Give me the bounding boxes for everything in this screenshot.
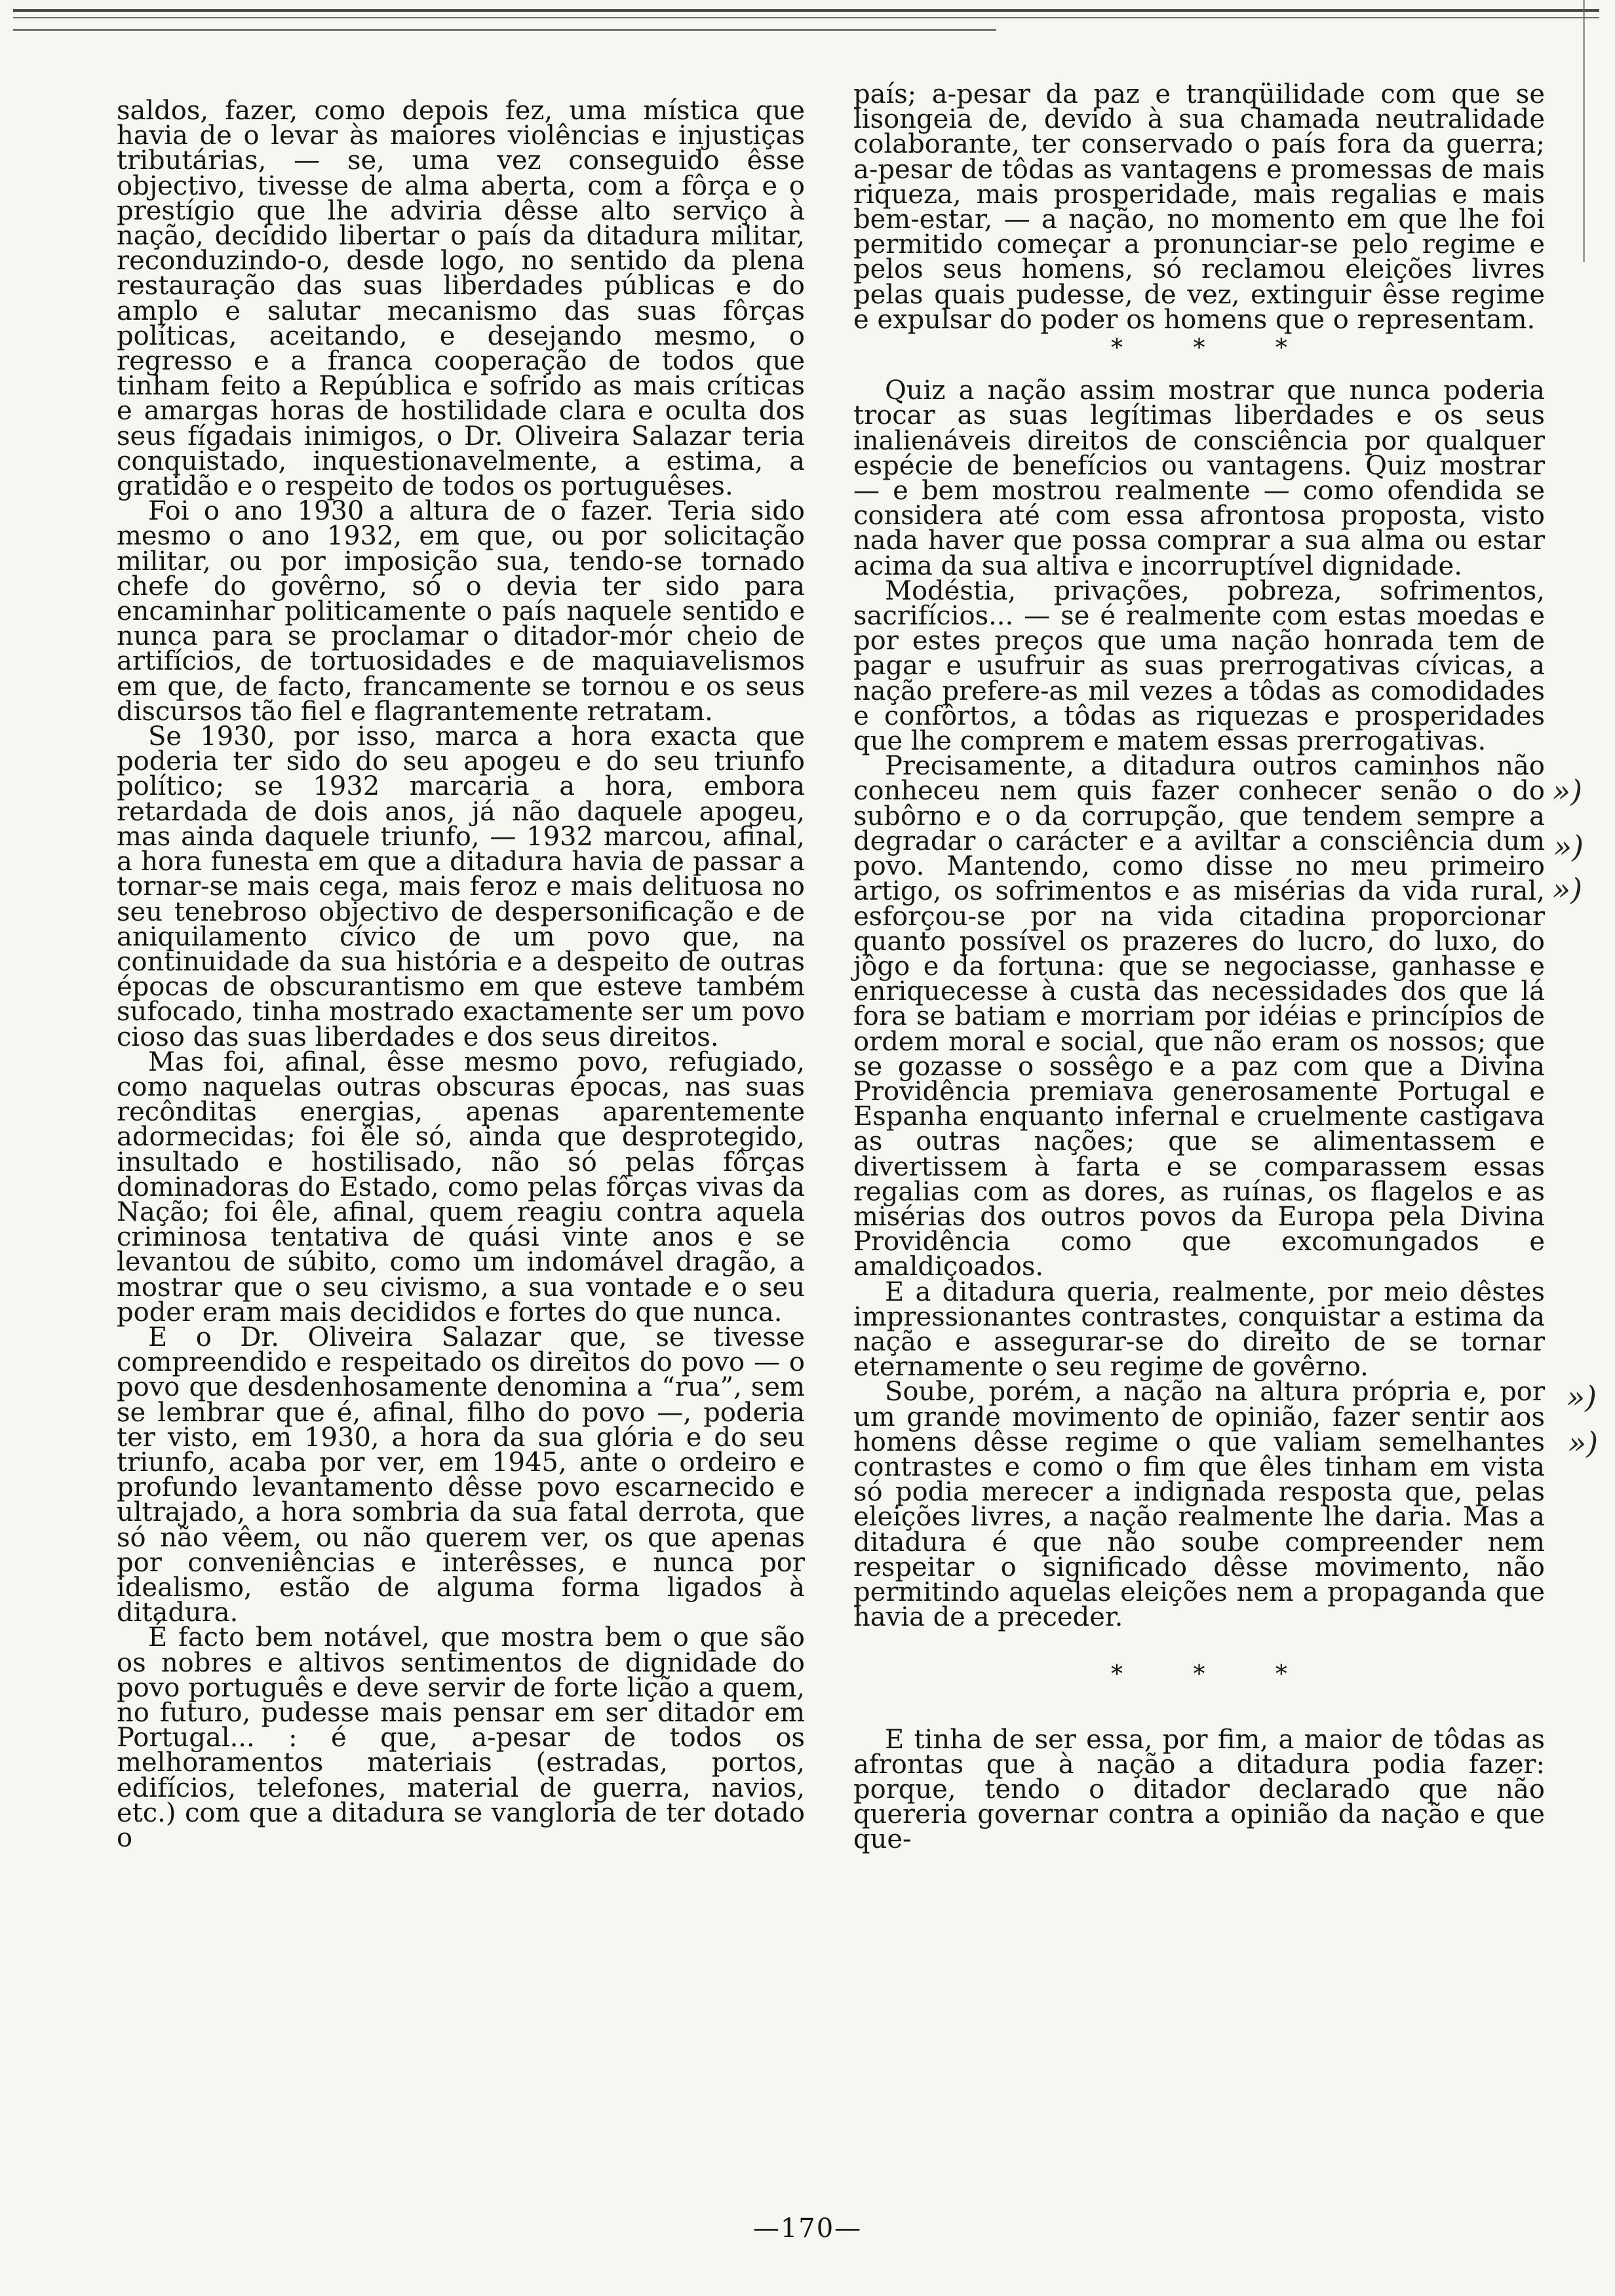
right-column xyxy=(853,79,1545,1855)
page-number: —170— xyxy=(752,2213,863,2244)
top-rule-secondary xyxy=(13,29,996,31)
section-separator: * * * xyxy=(1111,1661,1319,1689)
margin-annotation-mark: ») xyxy=(1552,773,1583,809)
paragraph: Se 1930, por isso, marca a hora exacta que poderia ter sido do seu apogeu e do seu triunfo político; se 1932 marcaria a hora, embora retardada de dois anos, já não daquele apogeu, mas ainda daquele triunfo, — 1932 marcou, afinal, a hora funesta em que a ditadura havia de passar a tornar-se mais cega, mais feroz e mais delituosa no seu tenebroso objectivo de despersonificação e de aniquilamento cívico de um povo que, na continuidade da sua história e a despeito de outras épocas de obscurantismo em que esteve também sufocado, tinha mostrado exactamente ser um povo cioso das suas liberdades e dos seus direitos. xyxy=(117,721,805,1052)
page-edge-mark xyxy=(1583,0,1585,262)
paragraph: Modéstia, privações, pobreza, sofrimentos, sacrifícios... — se é realmente com estas moedas e por estes preços que uma nação honrada tem de pagar e usufruir as suas prerrogativas cívicas, a nação prefere-as mil vezes a tôdas as comodidades e confôrtos, a tôdas as riquezas e prosperidades que lhe comprem e matem essas prerrogativas. xyxy=(853,575,1545,757)
margin-annotation-mark: ») xyxy=(1568,1425,1599,1461)
margin-annotation-mark: ») xyxy=(1552,871,1583,907)
paragraph: E a ditadura queria, realmente, por meio dêstes impressionantes contrastes, conquistar a estima da nação e assegurar-se do direito de se tornar eternamente o seu regime de govêrno. xyxy=(853,1276,1545,1383)
top-rule xyxy=(13,9,1599,18)
paragraph: Precisamente, a ditadura outros caminhos não conheceu nem quis fazer conhecer senão o do subôrno e o da corrupção, que tendem sempre a degradar o carácter e a aviltar a consciência dum povo. Mantendo, como disse no meu primeiro artigo, os sofrimentos e as misérias da vida rural, esforçou-se por na vida citadina proporcionar quanto possível os prazeres do lucro, do luxo, do jôgo e da fortuna: que se negociasse, ganhasse e enriquecesse à custa das necessidades dos que lá fora se batiam e morriam por idéias e princípios de ordem moral e social, que não eram os nossos; que se gozasse o sossêgo e a paz com que a Divina Providência premiava generosamente Portugal e Espanha enquanto infernal e cruelmente castigava as outras nações; que se alimentassem e divertissem à farta e se comparassem essas regalias com as dores, as ruínas, os flagelos e as misérias dos outros povos da Europa pela Divina Providência como que excomungados e amaldiçoados. xyxy=(853,751,1545,1282)
paragraph: Quiz a nação assim mostrar que nunca poderia trocar as suas legítimas liberdades e os seus inalienáveis direitos de consciência por qualquer espécie de benefícios ou vantagens. Quiz mostrar — e bem mostrou realmente — como ofendida se considera até com essa afrontosa proposta, visto nada haver que possa comprar a sua alma ou estar acima da sua altiva e incorruptível dignidade. xyxy=(853,375,1545,581)
paragraph: Mas foi, afinal, êsse mesmo povo, refugiado, como naquelas outras obscuras épocas, nas suas recônditas energias, apenas aparentemente adormecidas; foi êle só, ainda que desprotegido, insultado e hostilisado, não só pelas fôrças dominadoras do Estado, como pelas fôrças vivas da Nação; foi êle, afinal, quem reagiu contra aquela criminosa tentativa de quási vinte anos e se levantou de súbito, como um indomável dragão, a mostrar que o seu civismo, a sua vontade e o seu poder eram mais decididos e fortes do que nunca. xyxy=(117,1046,805,1328)
paragraph: país; a-pesar da paz e tranqüilidade com que se lisongeia de, devido à sua chamada neutralidade colaborante, ter conservado o país fora da guerra; a-pesar de tôdas as vantagens e promessas de mais riqueza, mais prosperidade, mais regalias e mais bem-estar, — a nação, no momento em que lhe foi permitido começar a pronunciar-se pelo regime e pelos seus homens, só reclamou eleições livres pelas quais pudesse, de vez, extinguir êsse regime e expulsar do poder os homens que o representam. xyxy=(853,79,1545,335)
section-separator: * * * xyxy=(1111,335,1319,362)
paragraph: E tinha de ser essa, por fim, a maior de tôdas as afrontas que à nação a ditadura podia fazer: porque, tendo o ditador declarado que não quereria governar contra a opinião da nação e que que- xyxy=(853,1724,1545,1855)
left-column xyxy=(117,96,805,1854)
paragraph: Soube, porém, a nação na altura própria e, por um grande movimento de opinião, fazer sentir aos homens dêsse regime o que valiam semelhantes contrastes e como o fim que êles tinham em vista só podia merecer a indignada resposta que, pelas eleições livres, a nação realmente lhe daria. Mas a ditadura é que não soube compreender nem respeitar o significado dêsse movimento, não permitindo aquelas eleições nem a propaganda que havia de a preceder. xyxy=(853,1377,1545,1633)
paragraph: É facto bem notável, que mostra bem o que são os nobres e altivos sentimentos de dignidade do povo português e deve servir de forte lição a quem, no futuro, pudesse mais pensar em ser ditador em Portugal... : é que, a-pesar de todos os melhoramentos materiais (estradas, portos, edifícios, telefones, material de guerra, navios, etc.) com que a ditadura se vangloria de ter dotado o xyxy=(117,1622,805,1854)
margin-annotation-mark: ») xyxy=(1553,829,1584,864)
margin-annotation-mark: ») xyxy=(1566,1379,1597,1415)
paragraph: saldos, fazer, como depois fez, uma mística que havia de o levar às maiores violências e injustiças tributárias, — se, uma vez conseguido êsse objectivo, tivesse de alma aberta, com a fôrça e o prestígio que lhe adviria dêsse alto serviço à nação, decidido libertar o país da ditadura militar, reconduzindo-o, desde logo, no sentido da plena restauração das suas liberdades públicas e do amplo e salutar mecanismo das suas fôrças políticas, aceitando, e desejando mesmo, o regresso e a franca cooperação de todos que tinham feito a República e sofrido as mais críticas e amargas horas de hostilidade clara e oculta dos seus fígadais inimigos, o Dr. Oliveira Salazar teria conquistado, inquestionavelmente, a estima, a gratidão e o respeito de todos os portuguêses. xyxy=(117,96,805,502)
paragraph: Foi o ano 1930 a altura de o fazer. Teria sido mesmo o ano 1932, em que, ou por solicitação militar, ou por imposição sua, tendo-se tornado chefe do govêrno, só o devia ter sido para encaminhar politicamente o país naquele sentido e nunca para se proclamar o ditador-mór cheio de artifícios, de tortuosidades e de maquiavelismos em que, de facto, francamente se tornou e os seus discursos tão fiel e flagrantemente retratam. xyxy=(117,496,805,727)
paragraph: E o Dr. Oliveira Salazar que, se tivesse compreendido e respeitado os direitos do povo — o povo que desdenhosamente denomina a “rua”, sem se lembrar que é, afinal, filho do povo —, poderia ter visto, em 1930, a hora da sua glória e do seu triunfo, acaba por ver, em 1945, ante o ordeiro e profundo levantamento dêsse povo escarnecido e ultrajado, a hora sombria da sua fatal derrota, que só não vêem, ou não querem ver, os que apenas por conveniências e interêsses, e nunca por idealismo, estão de alguma forma ligados à ditadura. xyxy=(117,1322,805,1628)
